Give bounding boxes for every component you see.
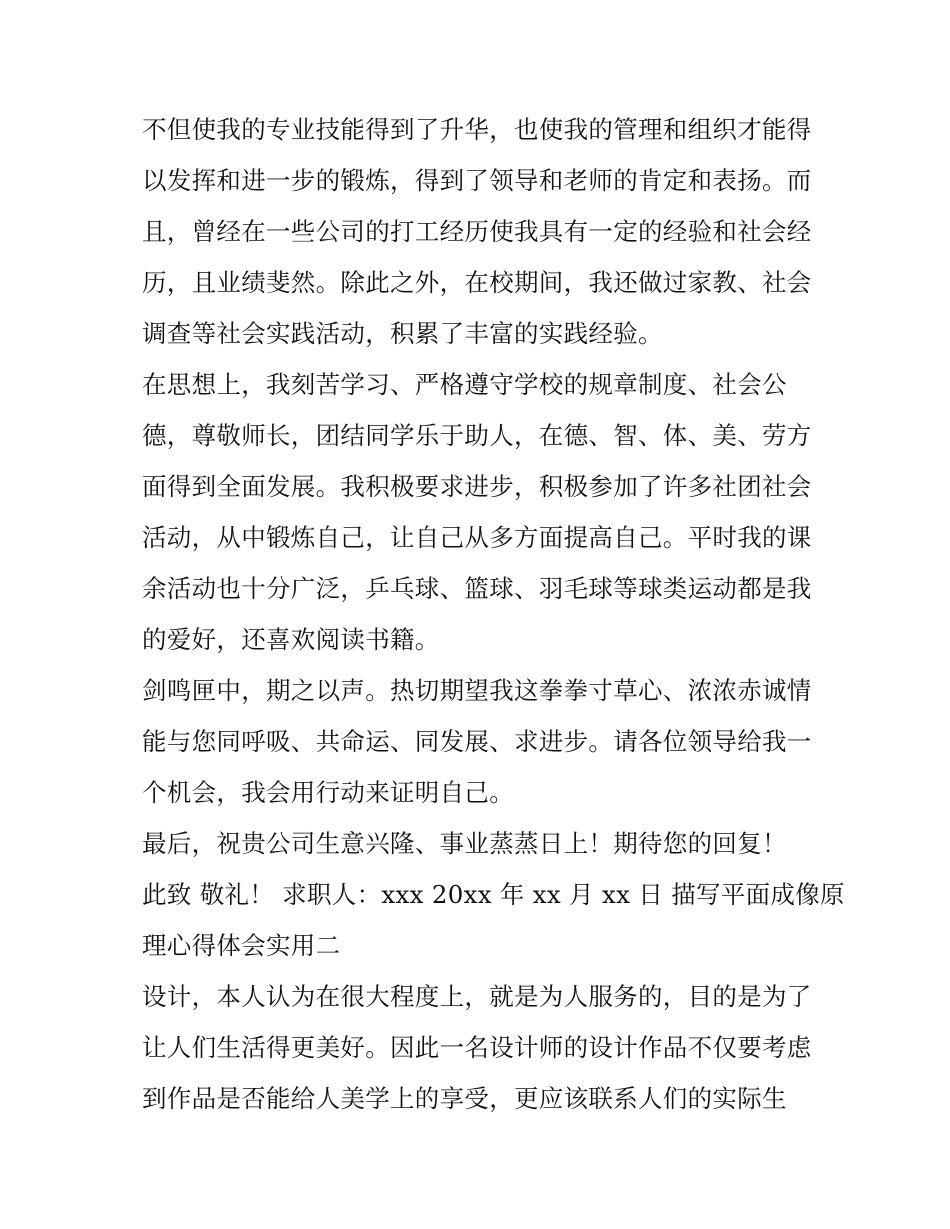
text-line: 以发挥和进一步的锻炼，得到了领导和老师的肯定和表扬。而 — [142, 166, 812, 195]
text-line: 历，且业绩斐然。除此之外，在校期间，我还做过家教、社会 — [142, 268, 812, 297]
text-line: 面得到全面发展。我积极要求进步，积极参加了许多社团社会 — [142, 472, 812, 501]
text-line: 剑鸣匣中，期之以声。热切期望我这拳拳寸草心、浓浓赤诚情 — [142, 676, 812, 705]
text-line: 能与您同呼吸、共命运、同发展、求进步。请各位领导给我一 — [142, 727, 812, 756]
text-line: 余活动也十分广泛，乒乓球、篮球、羽毛球等球类运动都是我 — [142, 574, 812, 603]
text-line: 且，曾经在一些公司的打工经历使我具有一定的经验和社会经 — [142, 217, 812, 246]
text-line: 的爱好，还喜欢阅读书籍。 — [142, 625, 440, 654]
document-body — [142, 104, 845, 1124]
text-line: 在思想上，我刻苦学习、严格遵守学校的规章制度、社会公 — [142, 370, 787, 399]
text-line: 让人们生活得更美好。因此一名设计师的设计作品不仅要考虑 — [142, 1033, 812, 1062]
text-line: 调查等社会实践活动，积累了丰富的实践经验。 — [142, 319, 663, 348]
text-line: 设计，本人认为在很大程度上，就是为人服务的，目的是为了 — [142, 982, 812, 1011]
text-line: 活动，从中锻炼自己，让自己从多方面提高自己。平时我的课 — [142, 523, 812, 552]
text-line: 个机会，我会用行动来证明自己。 — [142, 778, 514, 807]
text-line: 最后，祝贵公司生意兴隆、事业蒸蒸日上！期待您的回复！ — [142, 829, 787, 858]
text-line: 到作品是否能给人美学上的享受，更应该联系人们的实际生 — [142, 1084, 787, 1113]
text-line: 德，尊敬师长，团结同学乐于助人，在德、智、体、美、劳方 — [142, 421, 812, 450]
section-heading-line: 理心得体会实用二 — [142, 931, 341, 960]
text-line: 不但使我的专业技能得到了升华，也使我的管理和组织才能得 — [142, 115, 812, 144]
text-line: 此致 敬礼！ 求职人：xxx 20xx 年 xx 月 xx 日 描写平面成像原 — [142, 880, 845, 909]
